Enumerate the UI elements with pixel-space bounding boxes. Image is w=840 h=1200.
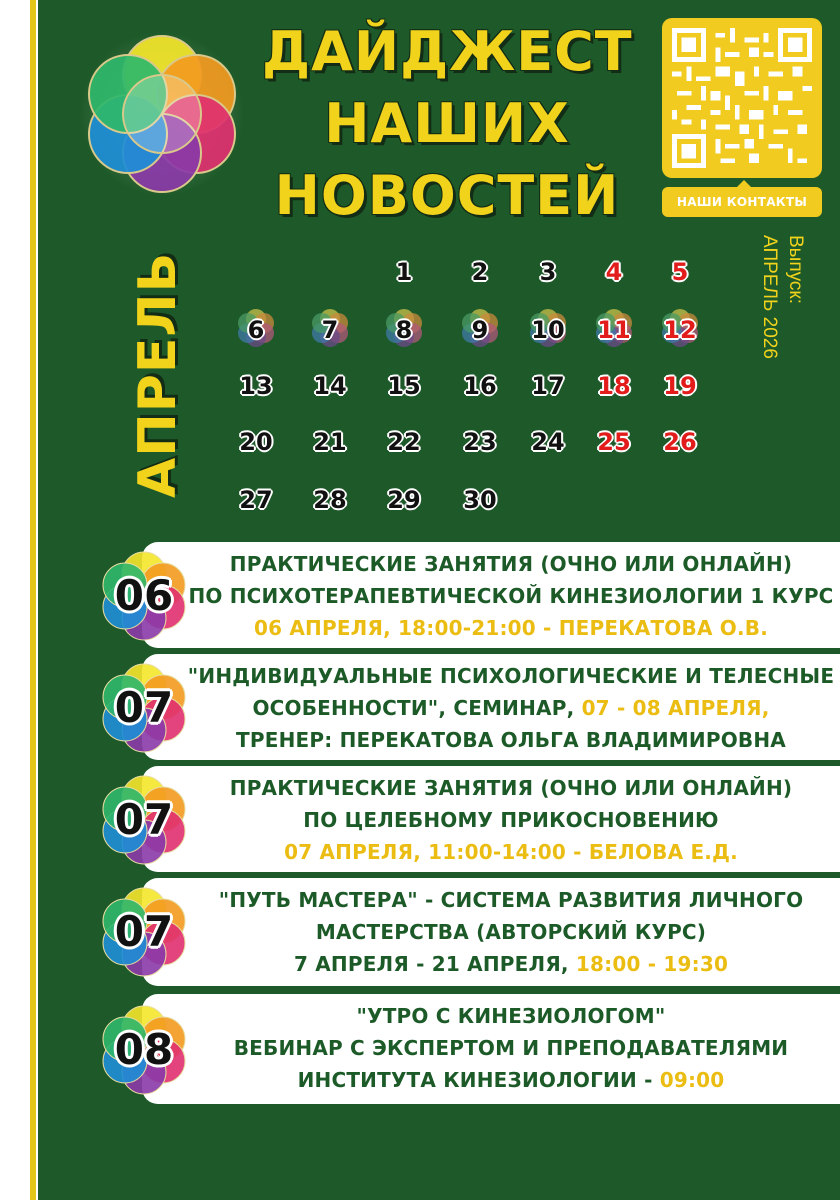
event-line: ПО ПСИХОТЕРАПЕВТИЧЕСКОЙ КИНЕЗИОЛОГИИ 1 КУРС — [188, 584, 834, 608]
calendar-day: 24 — [531, 428, 565, 456]
calendar-day: 17 — [531, 372, 565, 400]
calendar-day: 18 — [597, 372, 631, 400]
issue-value: АПРЕЛЬ 2026 — [759, 235, 780, 359]
calendar-day: 13 — [239, 372, 273, 400]
event-line: "УТРО С КИНЕЗИОЛОГОМ" — [356, 1004, 666, 1028]
calendar-day: 21 — [313, 428, 347, 456]
event-time: 09:00 — [659, 1068, 725, 1092]
event-text: ИНСТИТУТА КИНЕЗИОЛОГИИ - — [297, 1068, 660, 1092]
calendar-day: 26 — [663, 428, 697, 456]
event-line: "ПУТЬ МАСТЕРА" - СИСТЕМА РАЗВИТИЯ ЛИЧНОГО — [218, 888, 804, 912]
event-day-number: 07 — [114, 907, 174, 956]
event-date-badge — [96, 1002, 192, 1098]
event-line: "ИНДИВИДУАЛЬНЫЕ ПСИХОЛОГИЧЕСКИЕ И ТЕЛЕСНЫЕ — [187, 664, 835, 688]
calendar-day: 19 — [663, 372, 697, 400]
event-card — [142, 878, 840, 986]
headline-line-1: ДАЙДЖЕСТ — [262, 20, 633, 83]
calendar-day: 10 — [520, 308, 576, 352]
event-day-number: 07 — [114, 795, 174, 844]
event-day-number: 07 — [114, 683, 174, 732]
calendar-day: 30 — [463, 486, 497, 514]
event-text: 7 АПРЕЛЯ - 21 АПРЕЛЯ, — [293, 952, 576, 976]
calendar-day: 11 — [586, 308, 642, 352]
calendar-day: 15 — [387, 372, 421, 400]
event-line: ПО ЦЕЛЕБНОМУ ПРИКОСНОВЕНИЮ — [303, 808, 719, 832]
calendar-day: 9 — [452, 308, 508, 352]
contacts-label[interactable]: НАШИ КОНТАКТЫ — [662, 187, 822, 217]
month-label: АПРЕЛЬ — [128, 251, 188, 498]
calendar-day: 29 — [387, 486, 421, 514]
calendar-day: 2 — [471, 258, 489, 286]
event-card — [142, 542, 840, 648]
event-line: ПРАКТИЧЕСКИЕ ЗАНЯТИЯ (ОЧНО ИЛИ ОНЛАЙН) — [229, 552, 793, 576]
event-date-badge — [96, 884, 192, 980]
event-line: ПРАКТИЧЕСКИЕ ЗАНЯТИЯ (ОЧНО ИЛИ ОНЛАЙН) — [229, 776, 793, 800]
calendar-grid — [0, 0, 840, 530]
issue-caption: Выпуск: — [785, 235, 806, 304]
calendar-day: 16 — [463, 372, 497, 400]
calendar-day: 4 — [605, 258, 623, 286]
event-day-number: 08 — [114, 1025, 174, 1074]
calendar-day: 7 — [302, 308, 358, 352]
event-time: 18:00 - 19:30 — [575, 952, 729, 976]
calendar-day: 20 — [239, 428, 273, 456]
event-line — [182, 1064, 840, 1096]
event-date: 07 - 08 АПРЕЛЯ, — [581, 696, 770, 720]
calendar-day: 25 — [597, 428, 631, 456]
event-line: ВЕБИНАР С ЭКСПЕРТОМ И ПРЕПОДАВАТЕЛЯМИ — [233, 1036, 789, 1060]
event-line: 06 АПРЕЛЯ, 18:00-21:00 - ПЕРЕКАТОВА О.В. — [253, 616, 769, 640]
event-card — [142, 766, 840, 872]
event-text: ОСОБЕННОСТИ", СЕМИНАР, — [252, 696, 582, 720]
calendar-day: 23 — [463, 428, 497, 456]
event-date-badge — [96, 772, 192, 868]
calendar-day: 28 — [313, 486, 347, 514]
calendar-day: 3 — [539, 258, 557, 286]
event-line: ТРЕНЕР: ПЕРЕКАТОВА ОЛЬГА ВЛАДИМИРОВНА — [236, 728, 786, 752]
calendar-day: 8 — [376, 308, 432, 352]
event-day-number: 06 — [114, 571, 174, 620]
event-date-badge — [96, 548, 192, 644]
calendar-day: 27 — [239, 486, 273, 514]
event-card — [142, 994, 840, 1104]
headline-line-2: НАШИХ — [324, 92, 570, 155]
event-line: 07 АПРЕЛЯ, 11:00-14:00 - БЕЛОВА Е.Д. — [284, 840, 738, 864]
calendar-day: 22 — [387, 428, 421, 456]
calendar-day: 12 — [652, 308, 708, 352]
event-date-badge — [96, 660, 192, 756]
event-line — [182, 948, 840, 980]
calendar-day: 6 — [228, 308, 284, 352]
bottom-band — [38, 1105, 840, 1200]
event-card — [142, 654, 840, 760]
event-line: МАСТЕРСТВА (АВТОРСКИЙ КУРС) — [315, 920, 707, 944]
calendar-day: 14 — [313, 372, 347, 400]
headline-line-3: НОВОСТЕЙ — [274, 164, 620, 227]
event-line — [182, 692, 840, 724]
calendar-day: 1 — [395, 258, 413, 286]
calendar-day: 5 — [671, 258, 689, 286]
